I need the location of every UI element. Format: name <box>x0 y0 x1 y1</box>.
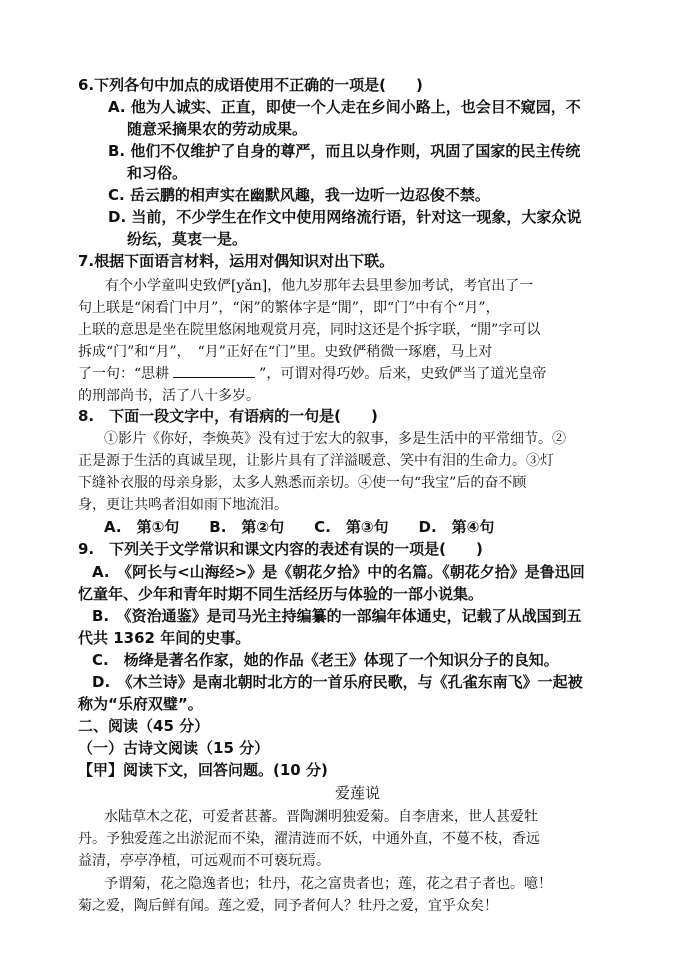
q7-passage-line1: 有个小学童叫史致俨[yǎn]，他九岁那年去县里参加考试，考官出了一 <box>105 278 534 294</box>
answer-blank <box>173 363 255 378</box>
passage-line4: 予谓菊，花之隐逸者也；牡丹，花之富贵者也；莲，花之君子者也。噫！ <box>104 876 552 892</box>
q6-option-d-line1: D. 当前，不少学生在作文中使用网络流行语，针对这一现象，大家众说 <box>108 208 582 226</box>
passage-line1: 水陆草木之花，可爱者甚蕃。晋陶渊明独爱菊。自李唐来，世人甚爱牡 <box>104 809 538 825</box>
q6-option-c: C. 岳云鹏的相声实在幽默风趣，我一边听一边忍俊不禁。 <box>108 186 490 204</box>
part-jia-instruction: 【甲】阅读下文，回答问题。(10 分) <box>78 761 328 779</box>
q7-passage-line2: 句上联是“闲看门中月”，“闲”的繁体字是“閒”，即“门”中有个“月”， <box>78 300 500 316</box>
q7-passage-line5-end: ”，可谓对得巧妙。后来，史致俨当了道光皇帝 <box>259 366 547 382</box>
q8-stem: 8. 下面一段文字中，有语病的一句是( ) <box>78 407 378 425</box>
q9-stem: 9. 下列关于文学常识和课文内容的表述有误的一项是( ) <box>78 540 483 558</box>
q9-option-d-line2: 称为“乐府双璧”。 <box>78 695 203 713</box>
q6-option-a-line2: 随意采摘果农的劳动成果。 <box>127 120 308 138</box>
q9-option-a-line2: 忆童年、少年和青年时期不同生活经历与体验的一部小说集。 <box>78 585 484 603</box>
q8-passage-line4: 身，更让共鸣者泪如雨下地流泪。 <box>78 497 288 513</box>
q7-passage-line4: 拆成“门”和“月”， “月”正好在“门”里。史致俨稍微一琢磨，马上对 <box>78 344 493 360</box>
q8-passage-line3: 下缝补衣服的母亲身影，太多人熟悉而亲切。④使一句“我宝”后的奋不顾 <box>78 475 527 491</box>
q9-option-c: C. 杨绛是著名作家，她的作品《老王》体现了一个知识分子的良知。 <box>92 651 559 669</box>
q6-option-a-line1: A. 他为人诚实、正直，即使一个人走在乡间小路上，也会目不窥园，不 <box>108 98 581 116</box>
passage-title: 爱莲说 <box>335 784 381 802</box>
subsection-heading-classical: （一）古诗文阅读（15 分） <box>78 739 270 757</box>
passage-line3: 益清，亭亭净植，可远观而不可亵玩焉。 <box>78 853 330 869</box>
q7-passage-line5-start: 了一句：“思耕 <box>78 366 170 382</box>
q9-option-d-line1: D. 《木兰诗》是南北朝时北方的一首乐府民歌，与《孔雀东南飞》一起被 <box>92 673 583 691</box>
q9-option-a-line1: A. 《阿长与<山海经>》是《朝花夕拾》中的名篇。《朝花夕拾》是鲁迅回 <box>92 563 585 581</box>
q8-options: A. 第①句 B. 第②句 C. 第③句 D. 第④句 <box>104 518 495 536</box>
section-heading-reading: 二、阅读（45 分） <box>78 717 210 735</box>
q6-option-b-line1: B. 他们不仅维护了自身的尊严，而且以身作则，巩固了国家的民主传统 <box>108 142 581 160</box>
q7-passage-line3: 上联的意思是坐在院里悠闲地观赏月亮，同时这还是个拆字联，“閒”字可以 <box>78 322 541 338</box>
q7-passage-line6: 的刑部尚书，活了八十多岁。 <box>78 388 260 404</box>
q6-option-b-line2: 和习俗。 <box>127 164 188 182</box>
q7-stem: 7.根据下面语言材料，运用对偶知识对出下联。 <box>78 252 395 270</box>
q8-passage-line1: ①影片《你好，李焕英》没有过于宏大的叙事，多是生活中的平常细节。② <box>104 431 566 447</box>
q6-option-d-line2: 纷纭，莫衷一是。 <box>127 230 248 248</box>
q6-stem: 6.下列各句中加点的成语使用不正确的一项是( ) <box>78 76 423 94</box>
q8-passage-line2: 正是源于生活的真诚呈现，让影片具有了洋溢暖意、笑中有泪的生命力。③灯 <box>78 453 554 469</box>
passage-line5: 菊之爱，陶后鲜有闻。莲之爱，同予者何人？牡丹之爱，宜乎众矣！ <box>78 898 498 914</box>
passage-line2: 丹。予独爱莲之出淤泥而不染，濯清涟而不妖，中通外直，不蔓不枝，香远 <box>78 831 540 847</box>
q9-option-b-line1: B. 《资治通鉴》是司马光主持编纂的一部编年体通史，记载了从战国到五 <box>92 607 582 625</box>
q9-option-b-line2: 代共 1362 年间的史事。 <box>78 629 251 647</box>
q7-passage-line5 <box>78 363 546 385</box>
